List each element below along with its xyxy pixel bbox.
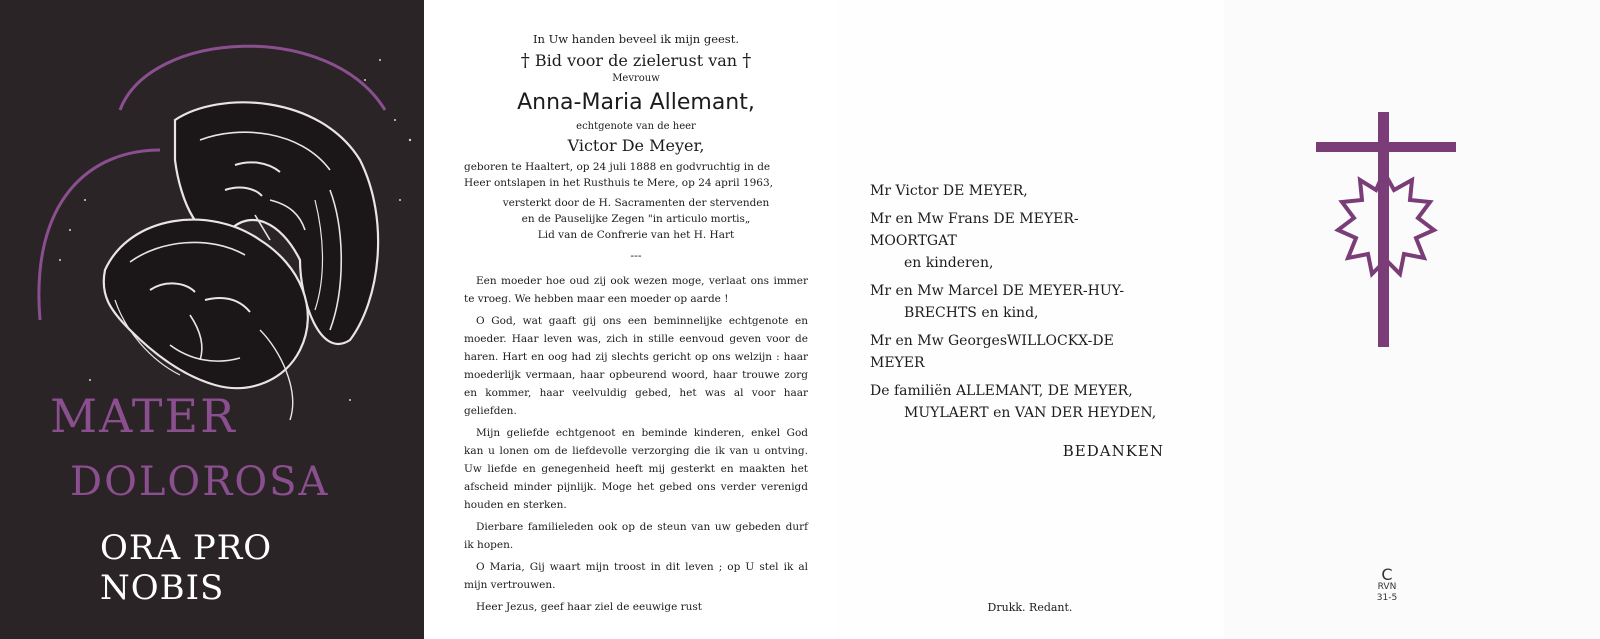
printer-mark-symbol: C — [1381, 565, 1393, 584]
thanks-line: Mr en Mw Marcel DE MEYER-HUY- — [870, 283, 1125, 299]
thanks-line: Mr en Mw GeorgesWILLOCKX-DE MEYER — [870, 333, 1114, 371]
printer-mark-number: 31-5 — [1376, 593, 1398, 603]
bio-line-4: en de Pauselijke Zegen "in articulo mortis„ — [521, 213, 751, 225]
thank-you-page — [836, 0, 1224, 639]
printer-credit: Drukk. Redant. — [987, 601, 1073, 614]
bio-line-5: Lid van de Confrerie van het H. Hart — [537, 229, 735, 241]
cover-title-line-2: DOLOROSA — [70, 459, 330, 505]
bio-line-2: Heer ontslapen in het Rusthuis te Mere, op 24 april 1963, — [464, 177, 774, 189]
printer-mark-text: RVN — [1377, 582, 1397, 592]
paragraph: O God, wat gaaft gij ons een beminnelijke echtgenote en moeder. Haar leven was, zich in stille eenvoud geven voor de haren. Hart en oog had zij slechts gericht op ons welzijn : haar moederlijk vermaan, haar opbeurend woord, haar trouwe zorg en kommer, haar veelvuldig gebed, het was al voor haar geliefden. — [464, 315, 808, 417]
cross-with-thorn-crown-icon — [1224, 0, 1600, 639]
cover-panel — [0, 0, 424, 639]
spouse-intro: echtgenote van de heer — [576, 121, 696, 132]
thanks-line: BRECHTS en kind, — [904, 305, 1039, 321]
cover-title-line-1: MATER — [50, 389, 237, 443]
separator: --- — [630, 249, 642, 262]
thanks-line: Mr Victor DE MEYER, — [870, 183, 1028, 199]
prayer-line: Bid voor de zielerust van — [534, 51, 738, 70]
paragraph: Dierbare familieleden ook op de steun van uw gebeden durf ik hopen. — [464, 521, 808, 551]
paragraph: Heer Jezus, geef haar ziel de eeuwige rust — [476, 601, 703, 613]
cover-subtitle: ORA PRO NOBIS — [100, 528, 273, 608]
cross-left-icon: † — [520, 50, 530, 71]
thanks-line: MUYLAERT en VAN DER HEYDEN, — [904, 405, 1157, 421]
cross-page — [1224, 0, 1600, 639]
bio-line-1: geboren te Haaltert, op 24 juli 1888 en godvruchtig in de — [464, 161, 771, 173]
memorial-text-page — [424, 0, 836, 639]
thanks-line: en kinderen, — [904, 255, 994, 271]
thanks-line: Mr en Mw Frans DE MEYER-MOORTGAT — [870, 211, 1079, 249]
honorific: Mevrouw — [612, 73, 660, 84]
prayer-header — [464, 50, 808, 71]
thanks-line: De familiën ALLEMANT, DE MEYER, — [870, 383, 1133, 399]
paragraph: Een moeder hoe oud zij ook wezen moge, verlaat ons immer te vroeg. We hebben maar een moeder op aarde ! — [464, 275, 808, 305]
bedanken-label: BEDANKEN — [1062, 442, 1164, 460]
spouse-name: Victor De Meyer, — [567, 136, 705, 155]
paragraph: O Maria, Gij waart mijn troost in dit leven ; op U stel ik al mijn vertrouwen. — [464, 561, 808, 591]
printer-mark — [1362, 565, 1412, 604]
cross-right-icon: † — [742, 50, 752, 71]
paragraph: Mijn geliefde echtgenoot en beminde kinderen, enkel God kan u lonen om de liefdevolle verzorging die ik van u ontving. Uw liefde en genegenheid heeft mij gesterkt en maakten het afscheid minder pijnlijk. Moge het gebed ons verder verenigd houden en sterken. — [464, 427, 808, 511]
deceased-name: Anna-Maria Allemant, — [517, 90, 755, 115]
bio-line-3: versterkt door de H. Sacramenten der stervenden — [502, 197, 770, 209]
epigraph: In Uw handen beveel ik mijn geest. — [533, 32, 739, 46]
